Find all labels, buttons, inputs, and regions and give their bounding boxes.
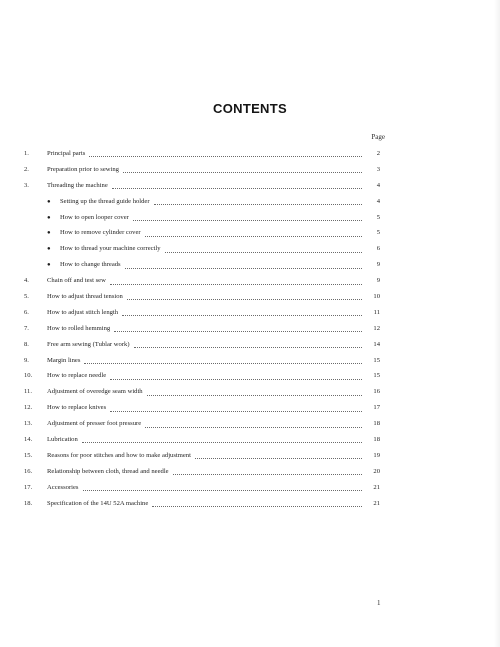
toc-entry-page: 4 (376, 181, 380, 189)
toc-entry (24, 353, 380, 369)
toc-entry-label: Reasons for poor stitches and how to make adjustment (47, 451, 191, 459)
toc-entry-label: How to remove cylinder cover (60, 229, 141, 237)
toc-entry-label: How to rolled hemming (47, 324, 111, 332)
toc-entry-label: Principal parts (47, 149, 86, 157)
dot-leader (152, 498, 362, 507)
toc-entry-page: 20 (373, 467, 380, 475)
dot-leader (134, 339, 362, 348)
toc-entry-page: 11 (373, 308, 380, 316)
page-title: CONTENTS (213, 101, 287, 116)
toc-entry (24, 384, 380, 400)
toc-entry-page: 19 (373, 451, 380, 459)
page-edge-shadow (494, 0, 500, 647)
toc-entry-page: 2 (376, 149, 380, 157)
toc-entry-page: 14 (373, 340, 380, 348)
page-column-label: Page (371, 133, 385, 141)
dot-leader (110, 403, 362, 412)
toc-entry-page: 12 (373, 324, 380, 332)
toc-entry (24, 241, 380, 257)
toc-entry-label: Relationship between cloth, thread and needle (47, 467, 169, 475)
dot-leader (147, 387, 362, 396)
toc-entry-number: 12. (24, 404, 33, 412)
toc-entry-number: 9. (24, 356, 29, 364)
toc-entry (24, 480, 380, 496)
dot-leader (195, 450, 362, 459)
dot-leader (110, 276, 362, 285)
toc-entry-page: 4 (376, 197, 380, 205)
toc-entry-label: Adjustment of overedge seam width (47, 388, 143, 396)
toc-entry-page: 15 (373, 372, 380, 380)
dot-leader (125, 260, 362, 269)
dot-leader (82, 434, 362, 443)
toc-entry (24, 146, 380, 162)
toc-entry (24, 416, 380, 432)
dot-leader (127, 291, 362, 300)
toc-entry-label: Setting up the thread guide holder (60, 197, 150, 205)
toc-entry-number: 2. (24, 165, 29, 173)
dot-leader (133, 212, 362, 221)
bullet-icon: ● (47, 230, 51, 237)
toc-entry-label: How to replace needle (47, 372, 107, 380)
toc-entry-page: 10 (373, 292, 380, 300)
toc-entry-number: 3. (24, 181, 29, 189)
toc-entry-page: 21 (373, 483, 380, 491)
toc-entry-number: 7. (24, 324, 29, 332)
toc-entry-label: How to change threads (60, 261, 121, 269)
toc-entry-page: 5 (376, 229, 380, 237)
toc-entry-number: 16. (24, 467, 33, 475)
dot-leader (145, 228, 362, 237)
dot-leader (165, 244, 362, 253)
toc-entry-number: 18. (24, 499, 33, 507)
toc-entry-label: Threading the machine (47, 181, 108, 189)
toc-entry-label: Chain off and test sew (47, 277, 106, 285)
toc-entry-label: How to adjust thread tension (47, 292, 123, 300)
toc-entry (24, 432, 380, 448)
dot-leader (145, 419, 362, 428)
dot-leader (89, 148, 362, 157)
toc-entry (24, 496, 380, 512)
dot-leader (122, 307, 362, 316)
table-of-contents (24, 146, 380, 511)
toc-entry (24, 448, 380, 464)
toc-entry-label: Preparation prior to sewing (47, 165, 119, 173)
toc-entry-label: Accessories (47, 483, 79, 491)
toc-entry (24, 225, 380, 241)
bullet-icon: ● (47, 214, 51, 221)
toc-entry-label: Adjustment of presser foot pressure (47, 420, 142, 428)
toc-entry (24, 337, 380, 353)
dot-leader (123, 164, 362, 173)
toc-entry-page: 15 (373, 356, 380, 364)
bullet-icon: ● (47, 198, 51, 205)
toc-entry-page: 21 (373, 499, 380, 507)
toc-entry-page: 16 (373, 388, 380, 396)
toc-entry-number: 15. (24, 451, 33, 459)
toc-entry (24, 178, 380, 194)
dot-leader (112, 180, 362, 189)
toc-entry (24, 210, 380, 226)
toc-entry-label: How to replace knives (47, 404, 107, 412)
dot-leader (114, 323, 362, 332)
dot-leader (84, 355, 362, 364)
toc-entry-number: 8. (24, 340, 29, 348)
toc-entry-label: How to open looper cover (60, 213, 129, 221)
toc-entry-label: Specification of the 14U 52A machine (47, 499, 149, 507)
toc-entry-number: 1. (24, 149, 29, 157)
toc-entry (24, 162, 380, 178)
toc-entry-number: 5. (24, 292, 29, 300)
toc-entry-number: 17. (24, 483, 33, 491)
toc-entry (24, 289, 380, 305)
bullet-icon: ● (47, 246, 51, 253)
toc-entry (24, 400, 380, 416)
toc-entry-number: 6. (24, 308, 29, 316)
toc-entry-label: Margin lines (47, 356, 81, 364)
toc-entry-page: 5 (376, 213, 380, 221)
dot-leader (154, 196, 362, 205)
toc-entry-label: How to thread your machine correctly (60, 245, 161, 253)
toc-entry-label: How to adjust stitch length (47, 308, 119, 316)
bullet-icon: ● (47, 262, 51, 269)
toc-entry-page: 17 (373, 404, 380, 412)
toc-entry-label: Free arm sewing (Tublar work) (47, 340, 130, 348)
toc-entry-page: 9 (376, 261, 380, 269)
footer-page-number: 1 (377, 599, 381, 607)
toc-entry-number: 14. (24, 435, 33, 443)
toc-entry (24, 257, 380, 273)
toc-entry-number: 13. (24, 420, 33, 428)
toc-entry (24, 464, 380, 480)
toc-entry-page: 18 (373, 420, 380, 428)
toc-entry-page: 18 (373, 435, 380, 443)
toc-entry-number: 4. (24, 277, 29, 285)
dot-leader (173, 466, 362, 475)
toc-entry-page: 9 (376, 277, 380, 285)
toc-entry (24, 273, 380, 289)
toc-entry (24, 194, 380, 210)
dot-leader (110, 371, 362, 380)
toc-entry-page: 3 (376, 165, 380, 173)
toc-entry (24, 305, 380, 321)
toc-entry-page: 6 (376, 245, 380, 253)
toc-entry-number: 11. (24, 388, 32, 396)
toc-entry (24, 368, 380, 384)
dot-leader (83, 482, 363, 491)
toc-entry (24, 321, 380, 337)
toc-entry-number: 10. (24, 372, 33, 380)
toc-entry-label: Lubrication (47, 435, 78, 443)
